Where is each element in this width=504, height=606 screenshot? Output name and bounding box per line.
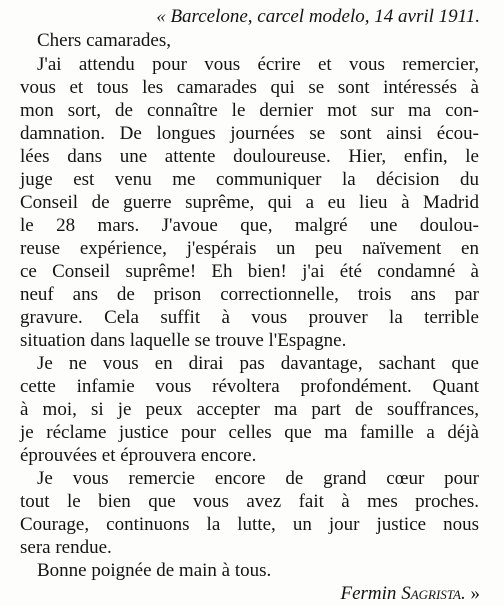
text-line-15: cette infamie vous révoltera profondément. Quant <box>20 376 479 397</box>
text-line-8: le 28 mars. J'avoue que, malgré une doulou- <box>20 215 479 236</box>
text-line-19: Je vous remercie encore de grand cœur pour <box>37 468 479 489</box>
text-line-13: situation dans laquelle se trouve l'Espagne. <box>20 330 347 351</box>
text-line-23: Bonne poignée de main à tous. <box>37 560 272 581</box>
text-line-5: lées dans une attente douloureuse. Hier, enfin, le <box>20 146 479 167</box>
text-line-6: juge est venu me communiquer la décision du <box>20 169 479 190</box>
text-line-10: ce Conseil suprême! Eh bien! j'ai été condamné à <box>20 261 479 282</box>
text-line-3: mon sort, de connaître le dernier mot sur ma con- <box>20 100 479 121</box>
text-line-20: tout le bien que vous avez fait à mes proches. <box>20 491 479 512</box>
text-line-14: Je ne vous en dirai pas davantage, sachant que <box>37 353 479 374</box>
text-line-21: Courage, continuons la lutte, un jour justice nous <box>20 514 479 535</box>
text-line-18: éprouvées et éprouvera encore. <box>20 445 257 466</box>
text-line-11: neuf ans de prison correctionnelle, trois ans par <box>20 284 479 305</box>
salutation: Chers camarades, <box>37 30 171 51</box>
text-line-1: J'ai attendu pour vous écrire et vous remercier, <box>37 54 479 75</box>
text-line-7: Conseil de guerre suprême, qui a eu lieu à Madrid <box>20 192 479 213</box>
signature-last-name: Sagrista. <box>401 583 466 604</box>
text-line-17: je réclame justice pour celles que ma famille a déjà <box>20 422 479 443</box>
text-line-12: gravure. Cela suffit à vous prouver la terrible <box>20 307 479 328</box>
dateline: « Barcelone, carcel modelo, 14 avril 1911. <box>156 6 480 27</box>
text-line-16: à moi, si je peux accepter ma part de souffrances, <box>20 399 479 420</box>
text-line-22: sera rendue. <box>20 537 112 558</box>
signature <box>341 583 481 604</box>
text-line-9: reuse expérience, j'espérais un peu naïvement en <box>20 238 479 259</box>
text-line-4: damnation. De longues journées se sont ainsi écou- <box>20 123 479 144</box>
closing-quote-mark: » <box>470 583 480 604</box>
text-line-2: vous et tous les camarades qui se sont intéressés à <box>20 77 479 98</box>
signature-first-name: Fermin <box>340 583 397 604</box>
